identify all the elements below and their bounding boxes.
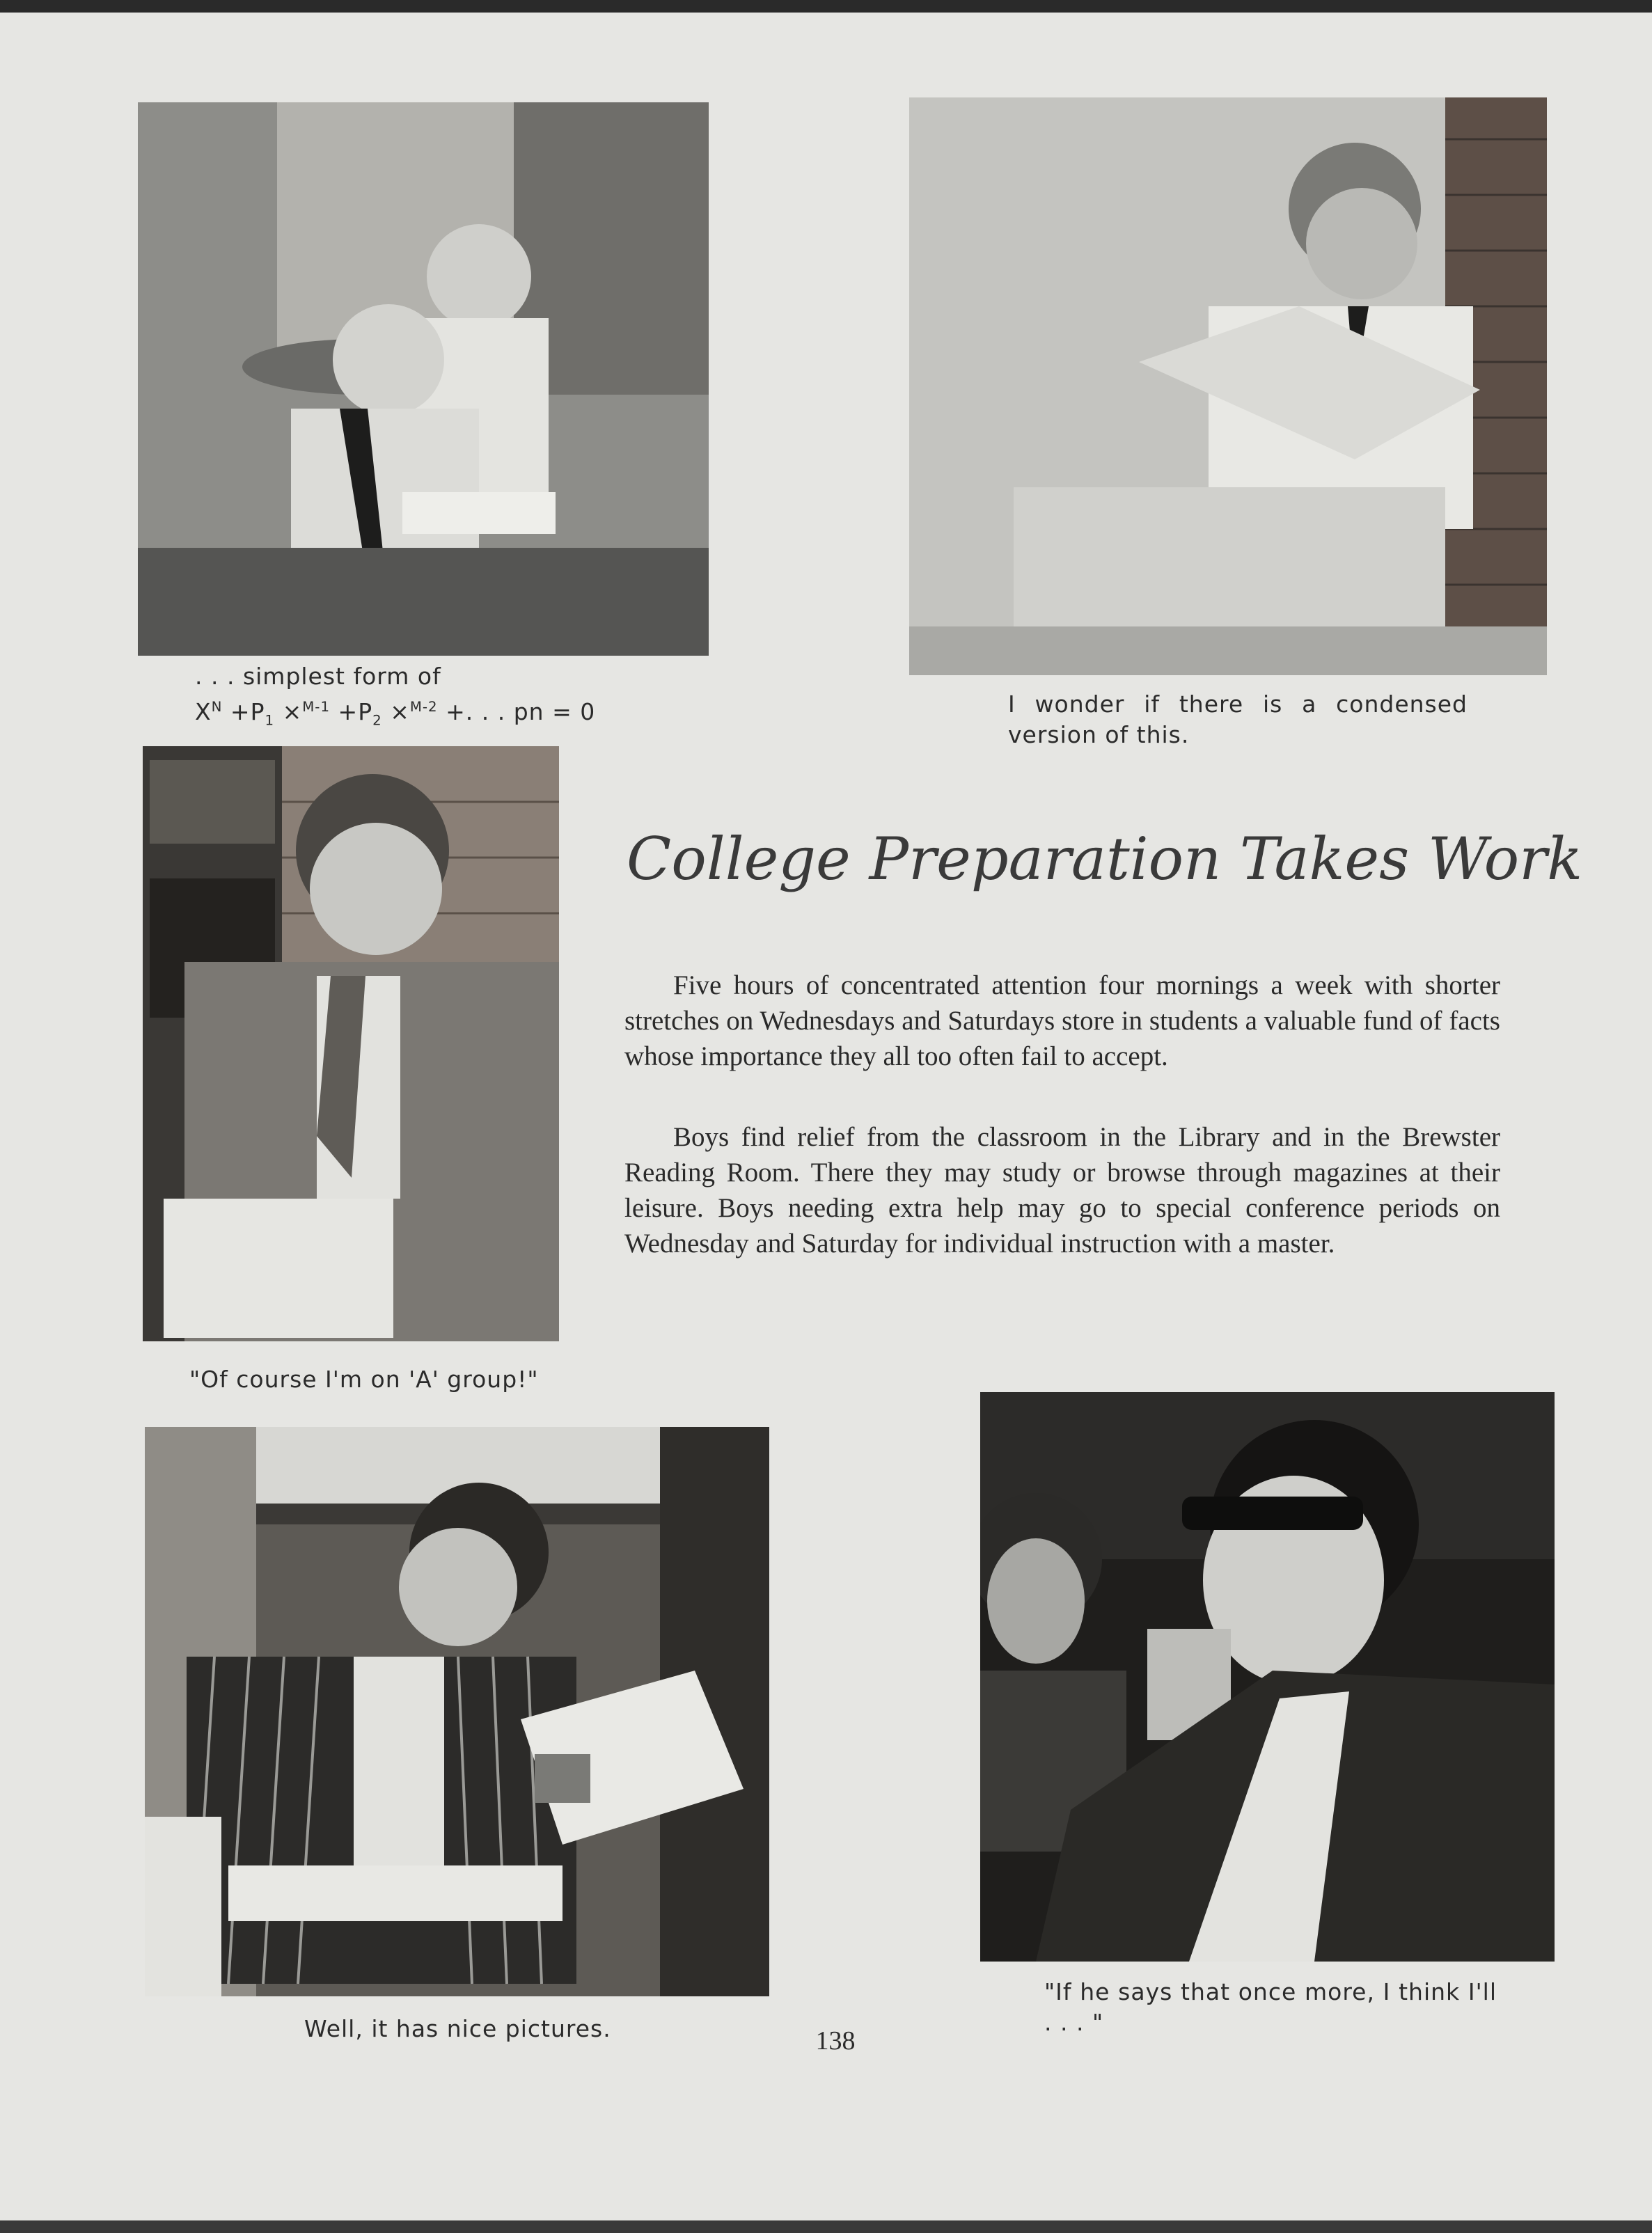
caption-top-right: I wonder if there is a condensed version of this. bbox=[1008, 691, 1468, 748]
caption-top-left-formula: $X^N +P_1 \times^{M-1} +P_2 \times^{M-2}$ +. . . pn = 0 bbox=[195, 698, 596, 729]
scan-top-border bbox=[0, 0, 1652, 13]
body-paragraph-2: Boys find relief from the classroom in the Library and in the Brewster Reading Room. There they may study or browse through magazines at their leisure. Boys needing extra help may go to special conference periods on Wednesday and Saturday for individual instruction with a master. bbox=[624, 1122, 1500, 1258]
photo-students-at-desks bbox=[138, 102, 709, 656]
photo-boy-reading-by-wall bbox=[909, 97, 1547, 675]
page-title: College Preparation Takes Work bbox=[627, 825, 1583, 893]
caption-top-left-line1: . . . simplest form of bbox=[195, 663, 441, 690]
photo-boy-with-glasses bbox=[980, 1392, 1555, 1962]
scan-bottom-border bbox=[0, 2220, 1652, 2233]
body-paragraph-1: Five hours of concentrated attention four mornings a week with shorter stretches on Wednesdays and Saturdays store in students a valuable fund of facts whose importance they all too often fail to accept. bbox=[624, 970, 1500, 1071]
caption-middle-left: "Of course I'm on 'A' group!" bbox=[189, 1366, 539, 1393]
page-number: 138 bbox=[815, 2026, 856, 2056]
caption-bottom-right: "If he says that once more, I think I'll . . . " bbox=[1044, 1978, 1497, 2036]
caption-top-left bbox=[195, 661, 682, 736]
photo-boy-reading-magazine bbox=[145, 1427, 769, 1996]
caption-bottom-left: Well, it has nice pictures. bbox=[304, 2015, 611, 2042]
photo-boy-in-tweed-jacket bbox=[143, 746, 559, 1341]
